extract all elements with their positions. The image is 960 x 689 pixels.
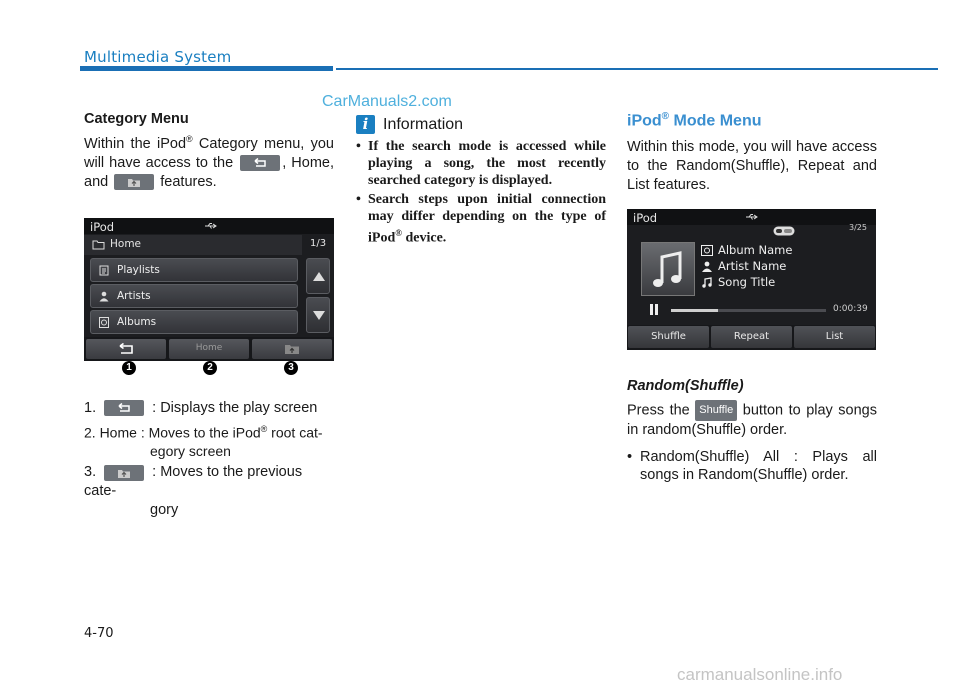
list-item-playlists[interactable] (90, 258, 298, 282)
info-icon: i (356, 115, 375, 134)
usb-icon (745, 213, 759, 223)
heading-text: Mode Menu (669, 112, 762, 130)
scroll-down-button[interactable] (306, 297, 330, 333)
ipod-mode-heading (627, 111, 877, 130)
category-menu-column (84, 111, 334, 520)
callout-row (84, 361, 334, 377)
list-num: 3. (84, 464, 97, 481)
folder-button-image (114, 174, 154, 190)
folder-button-image (104, 465, 144, 481)
artist-name: Artist Name (718, 259, 787, 274)
album-name: Album Name (718, 243, 793, 258)
list-item-albums[interactable] (90, 310, 298, 334)
para-text: Press the (627, 402, 690, 419)
random-shuffle-heading: Random(Shuffle) (627, 378, 744, 395)
shuffle-button-image: Shuffle (695, 400, 737, 421)
information-bullet-2 (356, 191, 606, 247)
folder-up-icon (284, 343, 300, 355)
watermark-top: CarManuals2.com (322, 93, 452, 110)
artist-name-row (701, 259, 786, 273)
home-button-label: Home (195, 342, 223, 353)
music-note-icon (642, 243, 696, 297)
list-row-2-cont: egory screen (150, 443, 231, 460)
play-time: 0:00:39 (833, 304, 868, 315)
bullet-text: Search steps upon initial connection may differ depending on the type of iPod (368, 192, 606, 246)
folder-up-icon (127, 177, 141, 188)
screen-title: iPod (633, 211, 658, 226)
triangle-up-icon (313, 272, 325, 281)
information-title: Information (383, 115, 464, 133)
callout-3: 3 (284, 361, 298, 375)
folder-up-icon (117, 468, 131, 479)
list-item-label: Artists (117, 289, 151, 302)
bullet-text: device. (401, 230, 447, 246)
numbered-list (84, 399, 334, 521)
para-text: button to play songs in random(Shuffle) order. (627, 402, 877, 439)
home-label: Home (110, 237, 142, 250)
information-column (356, 115, 606, 249)
back-arrow-icon (118, 343, 134, 355)
registered-mark: ® (260, 423, 268, 434)
home-path-row (84, 235, 302, 255)
list-item-label: Playlists (117, 263, 160, 276)
artist-icon (701, 261, 713, 272)
progress-bar[interactable] (671, 309, 826, 312)
repeat-button-label: Repeat (733, 331, 770, 343)
list-row-3 (84, 463, 334, 501)
album-icon (99, 317, 109, 328)
pause-icon[interactable] (649, 304, 659, 315)
watermark-bottom: carmanualsonline.info (677, 665, 843, 684)
header-rule-thick (80, 66, 333, 71)
album-art (641, 242, 695, 296)
registered-mark: ® (661, 111, 670, 122)
para-text: , Home, and (84, 154, 335, 190)
music-note-icon (701, 277, 713, 288)
registered-mark: ® (395, 228, 402, 238)
ipod-mode-paragraph: Within this mode, you will have access to the Random(Shuffle), Repeat and List features. (627, 139, 877, 194)
list-row-3-cont: gory (150, 502, 179, 519)
random-shuffle-paragraph (627, 400, 877, 440)
repeat-button[interactable] (711, 326, 792, 348)
information-bullet-1: • If the search mode is accessed while playing a song, the most recently searched category is displayed. (356, 138, 606, 189)
scroll-up-button[interactable] (306, 258, 330, 294)
para-text: Within the iPod (84, 135, 187, 152)
category-menu-heading: Category Menu (84, 111, 189, 127)
list-row-1 (84, 399, 334, 418)
list-row-2 (84, 420, 334, 443)
category-screen (84, 218, 334, 361)
shuffle-button[interactable] (628, 326, 709, 348)
usb-icon (204, 222, 218, 232)
para-text: features. (156, 173, 217, 190)
ipod-mode-screen (627, 209, 876, 350)
registered-mark: ® (186, 134, 193, 144)
page-number: 4-70 (84, 626, 114, 641)
back-button-image (104, 400, 144, 416)
ipod-mode-column (627, 111, 877, 484)
heading-text: iPod (627, 112, 662, 130)
screen-bottom-bar (627, 325, 876, 350)
track-counter: 3/25 (849, 223, 867, 233)
artist-icon (99, 291, 109, 302)
random-shuffle-bullet: • Random(Shuffle) All : Plays all songs in Random(Shuffle) order. (627, 448, 877, 484)
page-indicator: 1/3 (310, 237, 327, 249)
screen-title: iPod (90, 219, 115, 234)
list-item-artists[interactable] (90, 284, 298, 308)
information-bullets (356, 138, 606, 247)
progress-fill (671, 309, 718, 312)
para-text: Category menu, you will have access to the (84, 135, 334, 171)
album-icon (701, 245, 713, 256)
playlist-icon (99, 265, 109, 276)
list-button[interactable] (794, 326, 875, 348)
list-text: : Moves to the previous cate- (84, 464, 303, 500)
back-arrow-icon (253, 158, 267, 168)
category-menu-paragraph (84, 130, 334, 192)
shuffle-button-label: Shuffle (651, 331, 686, 343)
information-header (356, 115, 606, 134)
callout-1: 1 (122, 361, 136, 375)
list-text: : Displays the play screen (152, 399, 318, 416)
header-rule-thin (336, 68, 938, 70)
shuffle-status-icon (773, 226, 795, 236)
folder-up-button[interactable] (252, 339, 332, 359)
song-title: Song Title (718, 275, 776, 290)
folder-icon (92, 240, 105, 250)
list-num: 1. (84, 399, 97, 416)
home-button[interactable] (169, 339, 249, 359)
back-button-image (240, 155, 280, 171)
list-text: : Moves to the iPod (140, 424, 261, 441)
song-title-row (701, 275, 775, 289)
section-title: Multimedia System (84, 48, 232, 66)
list-text: root cat- (267, 424, 323, 441)
album-name-row (701, 243, 792, 257)
list-item-label: Albums (117, 315, 157, 328)
back-button[interactable] (86, 339, 166, 359)
screen-bottom-bar (84, 337, 334, 361)
list-num: 2. Home (84, 424, 137, 441)
list-button-label: List (825, 331, 844, 343)
triangle-down-icon (313, 311, 325, 320)
back-arrow-icon (117, 403, 131, 413)
callout-2: 2 (203, 361, 217, 375)
